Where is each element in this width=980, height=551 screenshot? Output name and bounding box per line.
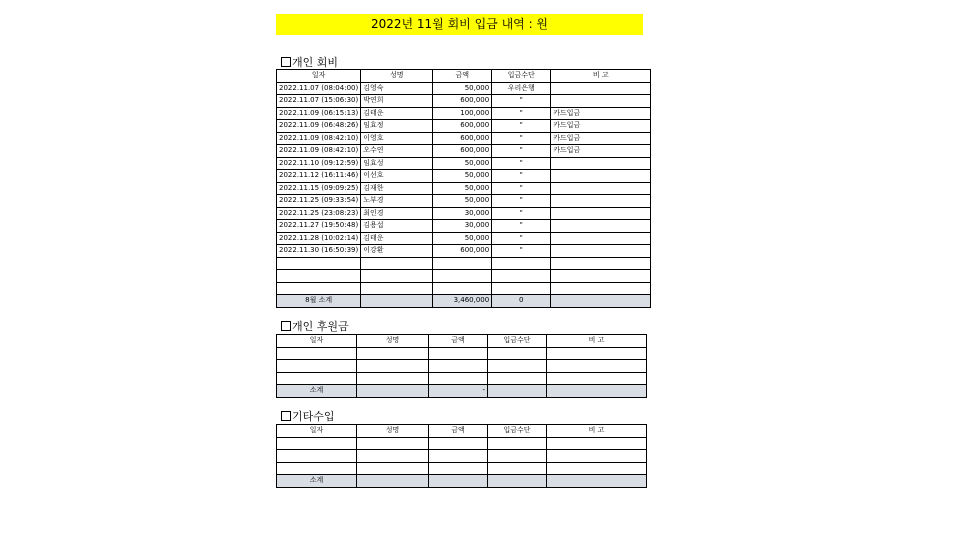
table-row <box>277 207 651 220</box>
table-row <box>277 182 651 195</box>
cell-method <box>488 450 547 463</box>
cell-note <box>551 182 651 195</box>
cell-amount <box>429 437 488 450</box>
subtotal-date: 소계 <box>277 385 357 398</box>
cell-method <box>488 437 547 450</box>
cell-method: " <box>492 170 551 183</box>
cell-note <box>551 282 651 295</box>
cell-method: " <box>492 120 551 133</box>
subtotal-row <box>277 295 651 308</box>
cell-name <box>357 450 429 463</box>
section-title-text: 개인 후원금 <box>292 320 349 333</box>
checkbox-icon <box>281 57 291 67</box>
cell-method: " <box>492 107 551 120</box>
cell-amount: 600,000 <box>433 120 492 133</box>
cell-name <box>361 282 433 295</box>
subtotal-name <box>357 385 429 398</box>
subtotal-row <box>277 385 647 398</box>
table-row <box>277 145 651 158</box>
cell-name: 김재한 <box>361 182 433 195</box>
table-row <box>277 450 647 463</box>
cell-method: " <box>492 157 551 170</box>
cell-date: 2022.11.07 (08:04:00) <box>277 82 361 95</box>
table-row <box>277 157 651 170</box>
table-row <box>277 120 651 133</box>
subtotal-method <box>488 385 547 398</box>
table-row <box>277 195 651 208</box>
cell-date <box>277 437 357 450</box>
table-row <box>277 107 651 120</box>
cell-note <box>551 220 651 233</box>
cell-date: 2022.11.10 (09:12:59) <box>277 157 361 170</box>
column-header-date: 일자 <box>277 70 361 83</box>
cell-amount <box>429 462 488 475</box>
subtotal-date: 8월 소계 <box>277 295 361 308</box>
table-row <box>277 220 651 233</box>
cell-name: 오수연 <box>361 145 433 158</box>
table-row <box>277 170 651 183</box>
cell-name <box>361 257 433 270</box>
subtotal-date: 소계 <box>277 475 357 488</box>
cell-note <box>547 360 647 373</box>
table-row <box>277 360 647 373</box>
cell-date: 2022.11.25 (23:08:23) <box>277 207 361 220</box>
cell-name: 김용섭 <box>361 220 433 233</box>
table-row <box>277 282 651 295</box>
cell-method <box>488 347 547 360</box>
cell-name: 노부경 <box>361 195 433 208</box>
column-header-note: 비 고 <box>551 70 651 83</box>
cell-date <box>277 282 361 295</box>
table-row <box>277 232 651 245</box>
section-title-text: 기타수입 <box>292 410 335 423</box>
subtotal-amount <box>429 475 488 488</box>
cell-note <box>551 157 651 170</box>
subtotal-row <box>277 475 647 488</box>
cell-name: 이영호 <box>361 132 433 145</box>
cell-method: 우리은행 <box>492 82 551 95</box>
cell-method: " <box>492 207 551 220</box>
column-header-amount: 금액 <box>429 335 488 348</box>
table-row <box>277 347 647 360</box>
cell-name: 이강환 <box>361 245 433 258</box>
other-income-table <box>276 424 647 488</box>
subtotal-method: 0 <box>492 295 551 308</box>
column-header-amount: 금액 <box>433 70 492 83</box>
cell-amount: 50,000 <box>433 82 492 95</box>
column-header-name: 성명 <box>357 335 429 348</box>
cell-date: 2022.11.27 (19:50:48) <box>277 220 361 233</box>
subtotal-name <box>357 475 429 488</box>
subtotal-note <box>547 385 647 398</box>
subtotal-name <box>361 295 433 308</box>
cell-amount <box>433 257 492 270</box>
cell-note: 카드입금 <box>551 145 651 158</box>
cell-name <box>357 372 429 385</box>
cell-name: 김영숙 <box>361 82 433 95</box>
cell-method: " <box>492 245 551 258</box>
cell-method: " <box>492 182 551 195</box>
table-row <box>277 95 651 108</box>
cell-date <box>277 360 357 373</box>
cell-name: 김태운 <box>361 232 433 245</box>
header-row <box>277 335 647 348</box>
cell-note: 카드입금 <box>551 107 651 120</box>
cell-note <box>547 462 647 475</box>
subtotal-method <box>488 475 547 488</box>
cell-date: 2022.11.07 (15:06:30) <box>277 95 361 108</box>
cell-method: " <box>492 145 551 158</box>
cell-date: 2022.11.09 (06:15:13) <box>277 107 361 120</box>
cell-note <box>551 95 651 108</box>
column-header-date: 일자 <box>277 425 357 438</box>
checkbox-icon <box>281 321 291 331</box>
cell-date: 2022.11.09 (06:48:26) <box>277 120 361 133</box>
cell-date <box>277 450 357 463</box>
cell-name: 박연희 <box>361 95 433 108</box>
cell-note <box>551 232 651 245</box>
cell-note <box>551 270 651 283</box>
cell-amount: 600,000 <box>433 145 492 158</box>
cell-name <box>357 437 429 450</box>
table-row <box>277 82 651 95</box>
cell-amount <box>429 372 488 385</box>
column-header-method: 입금수단 <box>492 70 551 83</box>
cell-note <box>551 82 651 95</box>
checkbox-icon <box>281 411 291 421</box>
cell-method <box>488 372 547 385</box>
cell-note <box>551 207 651 220</box>
table-row <box>277 270 651 283</box>
column-header-method: 입금수단 <box>488 425 547 438</box>
cell-amount: 600,000 <box>433 95 492 108</box>
cell-note <box>551 170 651 183</box>
cell-date: 2022.11.25 (09:33:54) <box>277 195 361 208</box>
cell-note <box>551 195 651 208</box>
cell-amount: 50,000 <box>433 170 492 183</box>
report-title: 2022년 11월 회비 입금 내역 : 원 <box>276 14 643 35</box>
cell-method <box>492 257 551 270</box>
cell-date <box>277 372 357 385</box>
cell-amount <box>429 450 488 463</box>
table-row <box>277 257 651 270</box>
cell-date <box>277 257 361 270</box>
cell-amount <box>429 347 488 360</box>
cell-amount <box>433 282 492 295</box>
column-header-note: 비 고 <box>547 335 647 348</box>
cell-amount: 50,000 <box>433 157 492 170</box>
header-row <box>277 70 651 83</box>
cell-amount: 600,000 <box>433 245 492 258</box>
cell-amount: 50,000 <box>433 195 492 208</box>
cell-date: 2022.11.09 (08:42:10) <box>277 145 361 158</box>
cell-date: 2022.11.09 (08:42:10) <box>277 132 361 145</box>
section-title-personal-donations <box>281 320 349 333</box>
subtotal-note <box>551 295 651 308</box>
column-header-date: 일자 <box>277 335 357 348</box>
cell-date: 2022.11.12 (16:11:46) <box>277 170 361 183</box>
cell-note <box>547 347 647 360</box>
cell-name <box>357 462 429 475</box>
donations-table <box>276 334 647 398</box>
cell-name: 최인경 <box>361 207 433 220</box>
cell-note: 카드입금 <box>551 120 651 133</box>
cell-date: 2022.11.30 (16:50:39) <box>277 245 361 258</box>
cell-method <box>492 270 551 283</box>
cell-amount: 50,000 <box>433 182 492 195</box>
cell-name: 김태운 <box>361 107 433 120</box>
cell-name <box>357 360 429 373</box>
cell-name: 임효성 <box>361 157 433 170</box>
header-row <box>277 425 647 438</box>
table-row <box>277 132 651 145</box>
cell-amount <box>429 360 488 373</box>
section-title-text: 개인 회비 <box>292 56 339 69</box>
column-header-name: 성명 <box>357 425 429 438</box>
cell-note <box>551 245 651 258</box>
cell-amount: 30,000 <box>433 207 492 220</box>
cell-name: 이선호 <box>361 170 433 183</box>
table-row <box>277 245 651 258</box>
cell-date <box>277 347 357 360</box>
cell-date: 2022.11.28 (10:02:14) <box>277 232 361 245</box>
cell-name <box>361 270 433 283</box>
section-title-other-income <box>281 410 335 423</box>
cell-date: 2022.11.15 (09:09:25) <box>277 182 361 195</box>
cell-method: " <box>492 195 551 208</box>
subtotal-amount: 3,460,000 <box>433 295 492 308</box>
table-row <box>277 372 647 385</box>
cell-method: " <box>492 220 551 233</box>
table-row <box>277 462 647 475</box>
dues-table <box>276 69 651 308</box>
cell-method <box>488 462 547 475</box>
section-title-personal-dues <box>281 56 338 69</box>
cell-date <box>277 270 361 283</box>
cell-amount: 30,000 <box>433 220 492 233</box>
cell-note: 카드입금 <box>551 132 651 145</box>
cell-method: " <box>492 132 551 145</box>
cell-amount <box>433 270 492 283</box>
cell-date <box>277 462 357 475</box>
cell-method <box>492 282 551 295</box>
cell-note <box>547 372 647 385</box>
column-header-name: 성명 <box>361 70 433 83</box>
cell-amount: 100,000 <box>433 107 492 120</box>
cell-amount: 600,000 <box>433 132 492 145</box>
cell-name: 임효정 <box>361 120 433 133</box>
column-header-method: 입금수단 <box>488 335 547 348</box>
subtotal-amount: - <box>429 385 488 398</box>
column-header-note: 비 고 <box>547 425 647 438</box>
cell-amount: 50,000 <box>433 232 492 245</box>
cell-method: " <box>492 95 551 108</box>
cell-method: " <box>492 232 551 245</box>
subtotal-note <box>547 475 647 488</box>
cell-note <box>547 437 647 450</box>
table-row <box>277 437 647 450</box>
column-header-amount: 금액 <box>429 425 488 438</box>
cell-name <box>357 347 429 360</box>
cell-note <box>547 450 647 463</box>
cell-method <box>488 360 547 373</box>
cell-note <box>551 257 651 270</box>
